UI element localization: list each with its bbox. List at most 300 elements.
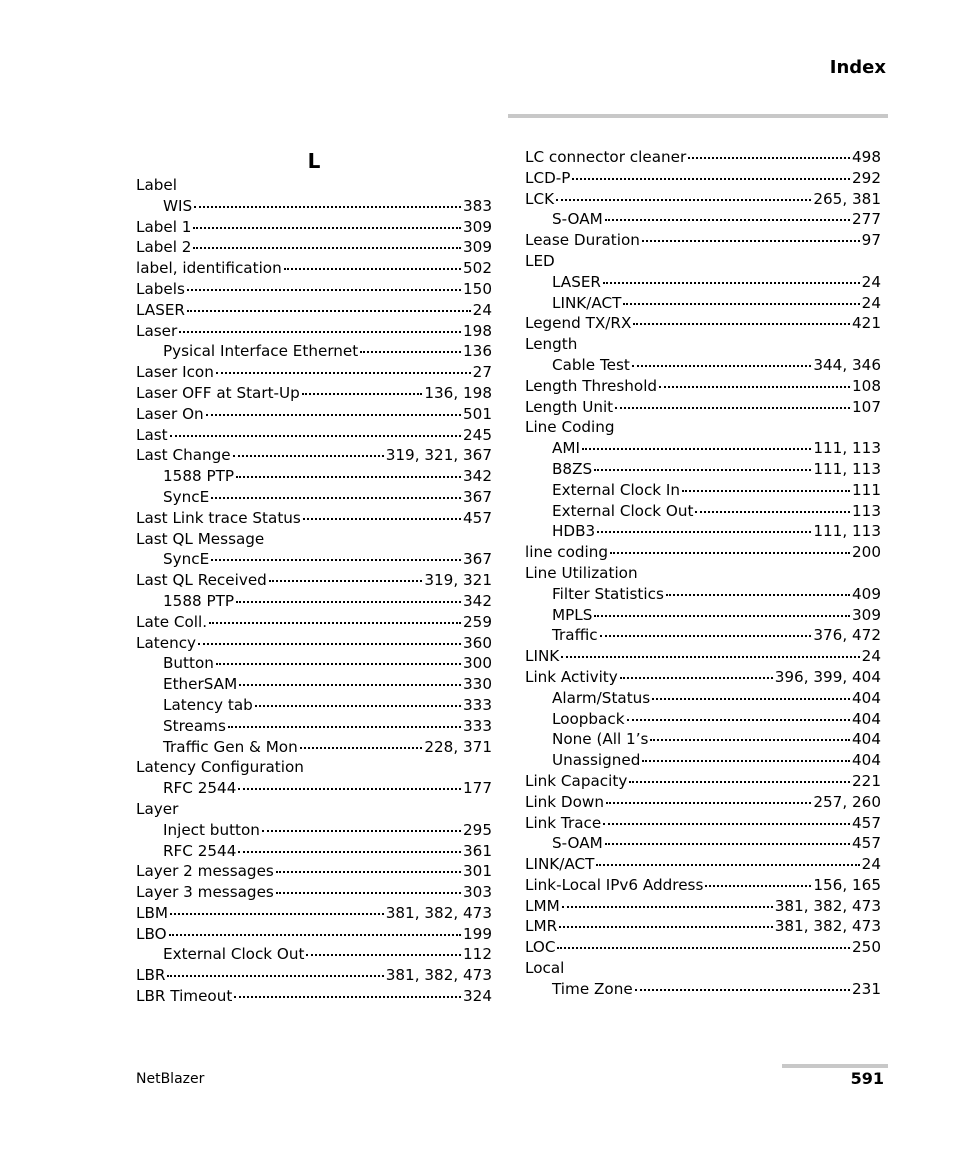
index-entry — [525, 147, 881, 168]
index-page-refs: 361 — [463, 841, 492, 860]
dot-leader — [255, 705, 461, 707]
index-term: Length Unit — [525, 397, 614, 416]
index-page-refs: 136, 198 — [424, 383, 492, 402]
index-subentry — [525, 979, 881, 1000]
index-entry — [525, 397, 881, 418]
index-term: Labels — [136, 279, 185, 298]
index-page-refs: 309 — [463, 238, 492, 257]
index-term: Filter Statistics — [552, 584, 664, 603]
index-page-refs: 300 — [463, 654, 492, 673]
index-entry — [136, 279, 492, 300]
dot-leader — [666, 594, 850, 596]
index-term: S-OAM — [552, 210, 603, 229]
index-subentry — [136, 341, 492, 362]
index-term: Cable Test — [552, 355, 630, 374]
index-page-refs: 24 — [861, 647, 881, 666]
index-entry — [525, 916, 881, 937]
index-page-refs: 24 — [861, 272, 881, 291]
dot-leader — [623, 303, 859, 305]
index-term: Alarm/Status — [552, 688, 651, 707]
index-term: Laser On — [136, 404, 204, 423]
dot-leader — [234, 996, 461, 998]
index-term: LCK — [525, 189, 555, 208]
index-term: Last Link trace Status — [136, 508, 301, 527]
index-subentry — [136, 196, 492, 217]
index-term: Layer 2 messages — [136, 862, 274, 881]
dot-leader — [605, 843, 850, 845]
dot-leader — [169, 934, 461, 936]
dot-leader — [170, 913, 384, 915]
index-term: Laser Icon — [136, 363, 214, 382]
index-page-refs: 404 — [852, 730, 881, 749]
index-term: Label — [136, 176, 177, 194]
index-page-refs: 324 — [463, 987, 492, 1006]
index-page-refs: 97 — [861, 231, 881, 250]
index-page-refs: 111, 113 — [813, 459, 881, 478]
index-page-refs: 228, 371 — [424, 737, 492, 756]
dot-leader — [303, 518, 461, 520]
index-term: External Clock In — [552, 480, 681, 499]
dot-leader — [603, 282, 860, 284]
index-entry — [525, 376, 881, 397]
index-page-refs: 404 — [852, 751, 881, 770]
dot-leader — [606, 802, 811, 804]
index-term: Streams — [163, 716, 226, 735]
index-page-refs: 107 — [852, 397, 881, 416]
index-term: 1588 PTP — [163, 467, 235, 486]
dot-leader — [269, 580, 423, 582]
index-term: LMR — [525, 917, 558, 936]
dot-leader — [209, 622, 461, 624]
index-entry — [136, 383, 492, 404]
index-entry — [136, 217, 492, 238]
dot-leader — [561, 656, 859, 658]
index-page-refs: 381, 382, 473 — [385, 966, 492, 985]
index-subentry — [136, 737, 492, 758]
index-page-refs: 344, 346 — [813, 355, 881, 374]
index-term: Link Activity — [525, 667, 618, 686]
index-term: Link Down — [525, 792, 604, 811]
index-page-refs: 457 — [852, 813, 881, 832]
index-page-refs: 409 — [852, 584, 881, 603]
dot-leader — [236, 476, 461, 478]
index-subentry — [136, 591, 492, 612]
index-subentry — [525, 480, 881, 501]
dot-leader — [594, 615, 850, 617]
index-entry — [525, 230, 881, 251]
index-page-refs: 257, 260 — [813, 792, 881, 811]
index-term: LMM — [525, 896, 560, 915]
index-page-refs: 381, 382, 473 — [774, 917, 881, 936]
index-entry — [136, 965, 492, 986]
dot-leader — [276, 871, 461, 873]
dot-leader — [236, 601, 461, 603]
index-entry — [525, 958, 881, 979]
index-subentry — [525, 209, 881, 230]
index-subentry — [136, 716, 492, 737]
index-term: Layer — [136, 799, 179, 818]
index-term: EtherSAM — [163, 675, 238, 694]
index-term: Laser — [136, 321, 178, 340]
index-page-refs: 150 — [463, 279, 492, 298]
index-term: Layer 3 messages — [136, 883, 274, 902]
dot-leader — [582, 448, 811, 450]
index-page-refs: 457 — [852, 834, 881, 853]
dot-leader — [650, 739, 850, 741]
index-term: LCD-P — [525, 168, 571, 187]
index-term: External Clock Out — [163, 945, 305, 964]
index-term: LINK — [525, 647, 560, 666]
dot-leader — [633, 323, 850, 325]
index-term: HDB3 — [552, 522, 596, 541]
index-term: LBR — [136, 966, 166, 985]
page-header-title: Index — [829, 57, 886, 78]
index-subentry — [525, 709, 881, 730]
index-page-refs: 404 — [852, 688, 881, 707]
index-page-refs: 221 — [852, 771, 881, 790]
index-page-refs: 319, 321 — [424, 571, 492, 590]
index-entry — [136, 903, 492, 924]
index-entry — [136, 175, 492, 196]
index-subentry — [136, 841, 492, 862]
index-page-refs: 250 — [852, 938, 881, 957]
footer-product-name: NetBlazer — [136, 1071, 205, 1087]
footer-rule — [782, 1064, 888, 1068]
dot-leader — [360, 351, 461, 353]
index-entry — [136, 425, 492, 446]
index-entry — [136, 799, 492, 820]
index-page-refs: 108 — [852, 376, 881, 395]
index-term: AMI — [552, 439, 580, 458]
index-entry — [136, 612, 492, 633]
index-term: Legend TX/RX — [525, 314, 632, 333]
index-page-refs: 292 — [852, 168, 881, 187]
index-entry — [525, 937, 881, 958]
index-term: Latency — [136, 633, 197, 652]
index-subentry — [525, 605, 881, 626]
dot-leader — [605, 219, 850, 221]
index-term: LBO — [136, 924, 167, 943]
index-page-refs: 367 — [463, 487, 492, 506]
index-term: LOC — [525, 938, 556, 957]
index-subentry — [136, 944, 492, 965]
index-page-refs: 367 — [463, 550, 492, 569]
dot-leader — [695, 511, 850, 513]
index-subentry — [525, 459, 881, 480]
index-entry — [136, 362, 492, 383]
index-term: line coding — [525, 543, 609, 562]
index-subentry — [525, 355, 881, 376]
index-column-left — [136, 147, 492, 1007]
index-subentry — [525, 833, 881, 854]
index-entry — [136, 986, 492, 1007]
dot-leader — [206, 414, 461, 416]
index-term: LBR Timeout — [136, 987, 233, 1006]
index-page-refs: 333 — [463, 695, 492, 714]
index-term: LED — [525, 251, 555, 270]
index-page-refs: 404 — [852, 709, 881, 728]
index-subentry — [525, 272, 881, 293]
index-term: LBM — [136, 903, 168, 922]
index-list-right — [525, 147, 881, 1000]
index-entry — [136, 757, 492, 778]
index-entry — [136, 861, 492, 882]
index-entry — [136, 570, 492, 591]
dot-leader — [179, 331, 461, 333]
index-entry — [136, 404, 492, 425]
index-subentry — [136, 653, 492, 674]
index-page-refs: 200 — [852, 543, 881, 562]
dot-leader — [682, 490, 850, 492]
index-entry — [525, 334, 881, 355]
index-subentry — [136, 487, 492, 508]
index-page-refs: 501 — [463, 404, 492, 423]
index-term: Traffic — [552, 626, 598, 645]
index-page-refs: 177 — [463, 779, 492, 798]
index-term: Latency Configuration — [136, 758, 304, 777]
dot-leader — [216, 372, 471, 374]
index-subentry — [136, 695, 492, 716]
index-term: Loopback — [552, 709, 625, 728]
index-entry — [136, 258, 492, 279]
index-entry — [136, 529, 492, 550]
index-page-refs: 27 — [472, 363, 492, 382]
index-term: Last QL Message — [136, 529, 265, 548]
index-entry — [525, 189, 881, 210]
index-page-refs: 383 — [463, 196, 492, 215]
index-term: Link Capacity — [525, 771, 628, 790]
index-subentry — [525, 729, 881, 750]
index-term: Latency tab — [163, 695, 253, 714]
index-term: External Clock Out — [552, 501, 694, 520]
index-term: Laser OFF at Start-Up — [136, 383, 300, 402]
index-entry — [525, 646, 881, 667]
dot-leader — [300, 747, 423, 749]
dot-leader — [596, 864, 859, 866]
index-page-refs: 319, 321, 367 — [385, 446, 492, 465]
index-page-refs: 156, 165 — [813, 875, 881, 894]
index-page-refs: 113 — [852, 501, 881, 520]
index-term: S-OAM — [552, 834, 603, 853]
dot-leader — [635, 989, 850, 991]
dot-leader — [239, 684, 461, 686]
index-term: Length — [525, 335, 578, 354]
index-term: Label 2 — [136, 238, 192, 257]
index-page-refs: 309 — [463, 217, 492, 236]
dot-leader — [167, 975, 383, 977]
index-term: Link-Local IPv6 Address — [525, 875, 704, 894]
index-page-refs: 111 — [852, 480, 881, 499]
index-subentry — [525, 584, 881, 605]
index-subentry — [525, 438, 881, 459]
index-page-refs: 24 — [861, 855, 881, 874]
dot-leader — [572, 178, 850, 180]
index-term: Late Coll. — [136, 612, 208, 631]
index-entry — [525, 417, 881, 438]
dot-leader — [238, 788, 461, 790]
index-entry — [525, 168, 881, 189]
index-term: Pysical Interface Ethernet — [163, 342, 359, 361]
dot-leader — [562, 906, 773, 908]
index-entry — [525, 792, 881, 813]
dot-leader — [627, 719, 850, 721]
index-entry — [525, 771, 881, 792]
dot-leader — [642, 760, 850, 762]
index-entry — [136, 445, 492, 466]
dot-leader — [688, 157, 850, 159]
index-entry — [136, 633, 492, 654]
index-page-refs: 333 — [463, 716, 492, 735]
index-term: LASER — [552, 272, 601, 291]
dot-leader — [705, 885, 811, 887]
index-subentry — [525, 501, 881, 522]
index-term: Traffic Gen & Mon — [163, 737, 298, 756]
dot-leader — [198, 643, 461, 645]
dot-leader — [302, 393, 423, 395]
dot-leader — [187, 310, 471, 312]
index-term: MPLS — [552, 605, 593, 624]
index-entry — [136, 300, 492, 321]
index-page-refs: 199 — [463, 924, 492, 943]
index-entry — [136, 321, 492, 342]
index-term: B8ZS — [552, 459, 593, 478]
dot-leader — [228, 726, 461, 728]
index-term: Last QL Received — [136, 571, 267, 590]
index-term: WIS — [163, 196, 193, 215]
index-entry — [525, 896, 881, 917]
index-term: 1588 PTP — [163, 591, 235, 610]
index-entry — [136, 508, 492, 529]
dot-leader — [187, 289, 461, 291]
index-page-refs: 360 — [463, 633, 492, 652]
index-subentry — [136, 820, 492, 841]
index-term: Unassigned — [552, 751, 641, 770]
index-term: Inject button — [163, 820, 260, 839]
index-page-refs: 301 — [463, 862, 492, 881]
index-term: label, identification — [136, 259, 282, 278]
dot-leader — [557, 947, 850, 949]
dot-leader — [306, 954, 461, 956]
index-subentry — [525, 521, 881, 542]
index-page-refs: 24 — [472, 300, 492, 319]
index-term: Lease Duration — [525, 231, 640, 250]
index-page-refs: 259 — [463, 612, 492, 631]
dot-leader — [659, 386, 850, 388]
index-page-refs: 381, 382, 473 — [774, 896, 881, 915]
index-term: Line Utilization — [525, 563, 638, 582]
index-term: LASER — [136, 300, 185, 319]
index-term: Button — [163, 654, 214, 673]
dot-leader — [559, 926, 773, 928]
index-page-refs: 277 — [852, 210, 881, 229]
index-column-right — [525, 147, 881, 1000]
index-term: LC connector cleaner — [525, 148, 687, 166]
dot-leader — [284, 268, 461, 270]
index-page-refs: 24 — [861, 293, 881, 312]
index-term: Last — [136, 425, 168, 444]
index-term: LINK/ACT — [525, 855, 595, 874]
index-term: SyncE — [163, 487, 210, 506]
dot-leader — [597, 531, 811, 533]
index-page-refs: 245 — [463, 425, 492, 444]
index-entry — [525, 854, 881, 875]
dot-leader — [233, 455, 384, 457]
index-page-refs: 342 — [463, 591, 492, 610]
index-page-refs: 381, 382, 473 — [385, 903, 492, 922]
index-entry — [525, 813, 881, 834]
index-term: Time Zone — [552, 979, 633, 998]
index-page-refs: 265, 381 — [813, 189, 881, 208]
index-page-refs: 111, 113 — [813, 439, 881, 458]
index-page-refs: 457 — [463, 508, 492, 527]
index-term: LINK/ACT — [552, 293, 622, 312]
index-page-refs: 498 — [852, 148, 881, 166]
dot-leader — [642, 240, 860, 242]
index-term: Length Threshold — [525, 376, 658, 395]
dot-leader — [238, 851, 461, 853]
index-page-refs: 111, 113 — [813, 522, 881, 541]
index-page-refs: 295 — [463, 820, 492, 839]
index-subentry — [136, 674, 492, 695]
index-entry — [525, 542, 881, 563]
index-subentry — [525, 293, 881, 314]
index-page-refs: 303 — [463, 883, 492, 902]
index-page-refs: 112 — [463, 945, 492, 964]
dot-leader — [194, 206, 461, 208]
index-page-refs: 421 — [852, 314, 881, 333]
dot-leader — [276, 892, 461, 894]
index-term: RFC 2544 — [163, 841, 237, 860]
dot-leader — [615, 407, 850, 409]
dot-leader — [193, 247, 461, 249]
index-entry — [525, 563, 881, 584]
index-entry — [525, 875, 881, 896]
index-term: RFC 2544 — [163, 779, 237, 798]
index-page-refs: 502 — [463, 259, 492, 278]
dot-leader — [170, 435, 461, 437]
index-term: Last Change — [136, 446, 231, 465]
index-page-refs: 309 — [852, 605, 881, 624]
index-term: SyncE — [163, 550, 210, 569]
dot-leader — [193, 227, 461, 229]
dot-leader — [603, 823, 850, 825]
index-page-refs: 330 — [463, 675, 492, 694]
index-entry — [136, 882, 492, 903]
dot-leader — [600, 635, 812, 637]
index-subentry — [136, 549, 492, 570]
index-list-left — [136, 175, 492, 1007]
index-entry — [525, 251, 881, 272]
header-rule — [508, 114, 888, 118]
index-entry — [136, 237, 492, 258]
index-term: Link Trace — [525, 813, 602, 832]
dot-leader — [620, 677, 773, 679]
index-subentry — [525, 688, 881, 709]
index-page-refs: 231 — [852, 979, 881, 998]
index-entry — [525, 313, 881, 334]
index-letter-heading: L — [307, 149, 321, 173]
dot-leader — [211, 559, 461, 561]
index-term: Local — [525, 959, 565, 978]
dot-leader — [632, 365, 812, 367]
index-subentry — [136, 778, 492, 799]
index-entry — [525, 667, 881, 688]
dot-leader — [211, 497, 461, 499]
dot-leader — [216, 663, 461, 665]
dot-leader — [262, 830, 461, 832]
dot-leader — [629, 781, 850, 783]
dot-leader — [652, 698, 850, 700]
